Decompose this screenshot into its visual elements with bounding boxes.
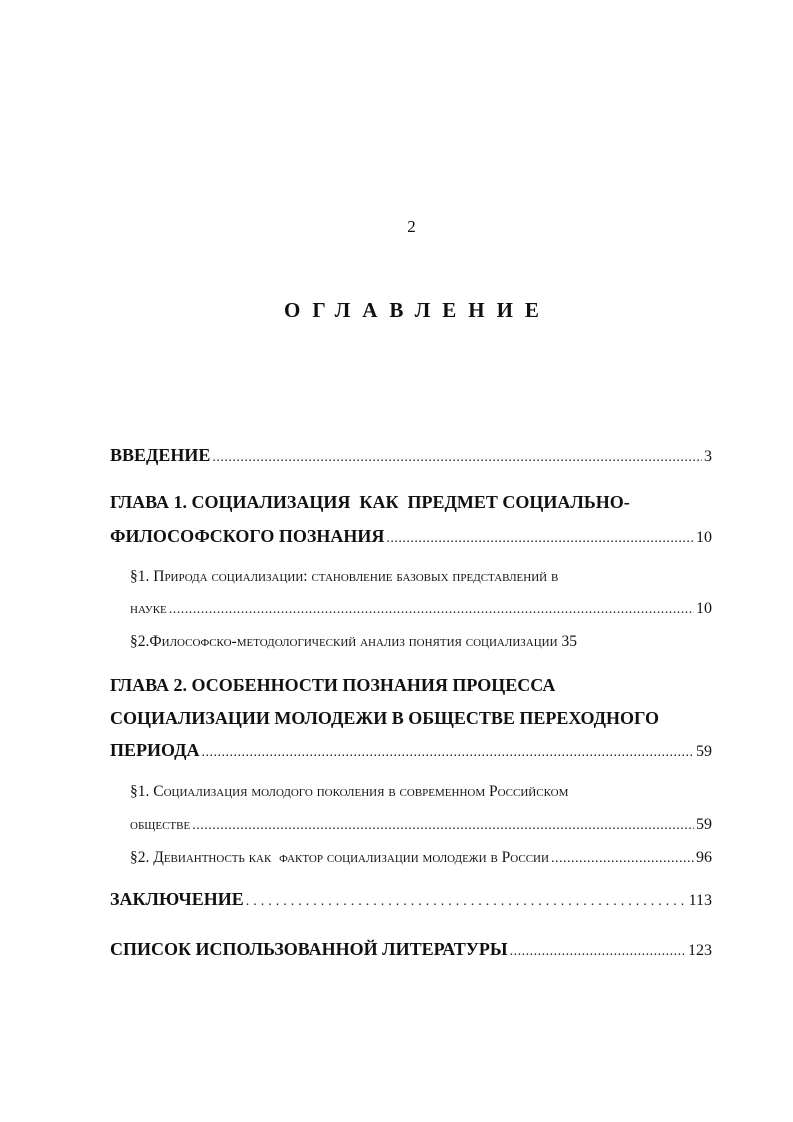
dot-leader — [192, 818, 694, 834]
toc-page-number: 96 — [696, 849, 712, 866]
toc-page-number: 3 — [704, 448, 712, 465]
toc-page-number: 59 — [696, 743, 712, 760]
toc-entry-ch2-s1-line1 — [130, 783, 712, 801]
toc-entry-label: §1. Социализация молодого поколения в современном Российском — [130, 783, 569, 800]
toc-entry-label: §2.Философско-методологический анализ понятия социализации 35 — [130, 633, 577, 650]
toc-entry-bibliography — [110, 939, 712, 960]
toc-page-number: 113 — [688, 892, 712, 909]
toc-entry-chapter1-line2 — [110, 526, 712, 547]
toc-entry-label: ПЕРИОДА — [110, 740, 200, 760]
toc-page-number: 10 — [696, 529, 712, 546]
toc-entry-label: СПИСОК ИСПОЛЬЗОВАННОЙ ЛИТЕРАТУРЫ — [110, 939, 508, 959]
toc-entry-chapter1-line1 — [110, 492, 712, 513]
toc-entry-label: ЗАКЛЮЧЕНИЕ — [110, 889, 244, 909]
page-number: 2 — [407, 217, 416, 236]
toc-entry-label: §2. Девиантность как фактор социализации молодежи в России — [130, 849, 549, 866]
toc-entry-conclusion — [110, 889, 712, 910]
toc-entry-chapter2-line3 — [110, 740, 712, 761]
toc-entry-label: ФИЛОСОФСКОГО ПОЗНАНИЯ — [110, 526, 385, 546]
dot-leader — [386, 531, 694, 547]
dot-leader — [551, 851, 694, 867]
dot-leader — [202, 745, 695, 761]
toc-entry-label: обществе — [130, 816, 191, 833]
toc-entry-chapter2-line2 — [110, 708, 712, 729]
toc-entry-label: ВВЕДЕНИЕ — [110, 445, 211, 465]
dot-leader — [510, 944, 686, 960]
dot-leader — [212, 450, 702, 466]
toc-entry-ch1-s1-line1 — [130, 568, 712, 586]
toc-entry-ch1-s2 — [130, 633, 712, 651]
toc-entry-chapter2-line1 — [110, 675, 712, 696]
toc-entry-ch2-s2 — [130, 849, 712, 867]
dot-leader — [246, 894, 687, 910]
toc-entry-intro — [110, 445, 712, 466]
toc-entry-ch2-s1-line2 — [130, 816, 712, 834]
dot-leader — [169, 602, 694, 618]
toc-entry-label: ГЛАВА 2. ОСОБЕННОСТИ ПОЗНАНИЯ ПРОЦЕССА — [110, 675, 556, 695]
toc-entry-label: §1. Природа социализации: становление базовых представлений в — [130, 568, 559, 585]
toc-entry-label: СОЦИАЛИЗАЦИИ МОЛОДЕЖИ В ОБЩЕСТВЕ ПЕРЕХОДНОГО — [110, 708, 659, 728]
toc-entry-label: науке — [130, 600, 167, 617]
toc-entry-label: ГЛАВА 1. СОЦИАЛИЗАЦИЯ КАК ПРЕДМЕТ СОЦИАЛЬНО- — [110, 492, 630, 512]
toc-page-number: 10 — [696, 600, 712, 617]
toc-title: ОГЛАВЛЕНИЕ — [284, 298, 551, 322]
toc-page-number: 59 — [696, 816, 712, 833]
toc-page-number: 123 — [688, 942, 712, 959]
toc-entry-ch1-s1-line2 — [130, 600, 712, 618]
